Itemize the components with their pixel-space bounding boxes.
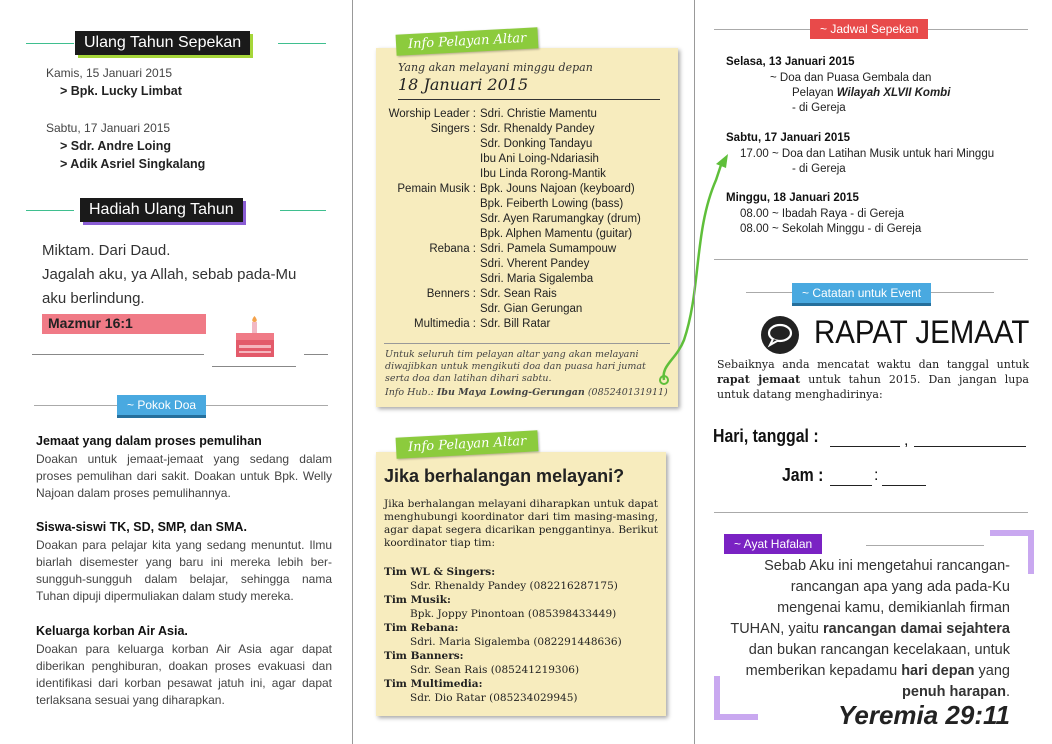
divider [278, 43, 326, 44]
schedule-item: - di Gereja [792, 163, 846, 175]
altar-contact [385, 387, 668, 398]
divider [714, 259, 1028, 260]
coordinator-person: Sdri. Maria Sigalemba (082291448636) [410, 636, 622, 648]
time-separator: : [874, 467, 879, 484]
date-blank [914, 446, 1026, 447]
event-desc-bold: rapat jemaat [717, 373, 801, 386]
memory-tag: ~ Ayat Hafalan [724, 534, 822, 554]
column-divider [694, 0, 695, 744]
birthday-name: > Bpk. Lucky Limbat [60, 84, 182, 98]
psalm-line: aku berlindung. [42, 290, 145, 307]
roster-value: Sdri. Vherent Pandey [480, 258, 590, 270]
roster-value: Ibu Ani Loing-Ndariasih [480, 153, 599, 165]
schedule-item-text: Pelayan [792, 87, 837, 99]
event-title: RAPAT JEMAAT [814, 314, 1030, 350]
schedule-item: - di Gereja [792, 102, 846, 114]
roster-label: Worship Leader : [388, 108, 476, 120]
coordinator-team: Tim Rebana: [384, 622, 459, 634]
altar-tag: Info Pelayan Altar [396, 27, 539, 55]
altar-roster [380, 108, 670, 338]
prayer-item-title: Jemaat yang dalam proses pemulihan [36, 434, 262, 448]
event-tag: ~ Catatan untuk Event [792, 283, 931, 306]
divider [26, 43, 74, 44]
contact-phone: (085240131911) [584, 387, 668, 398]
birthday-name: > Adik Asriel Singkalang [60, 157, 206, 171]
verse-line: Sebab Aku ini mengetahui rancangan- [764, 558, 1010, 574]
contact-prefix: Info Hub.: [385, 387, 437, 398]
event-desc-3: untuk datang menghadirinya: [717, 388, 883, 401]
date-label: Hari, tanggal : [713, 426, 819, 446]
prayer-tag: ~ Pokok Doa [117, 395, 206, 418]
absence-tag: Info Pelayan Altar [396, 430, 539, 458]
roster-value: Bpk. Jouns Najoan (keyboard) [480, 183, 635, 195]
divider [32, 354, 204, 355]
roster-value: Bpk. Feiberth Lowing (bass) [480, 198, 624, 210]
coordinator-team: Tim Musik: [384, 594, 451, 606]
roster-label: Rebana : [429, 243, 476, 255]
altar-date: 18 Januari 2015 [398, 75, 529, 94]
birthday-date: Sabtu, 17 Januari 2015 [46, 121, 171, 135]
verse-text: yang [974, 663, 1010, 679]
coordinator-person: Bpk. Joppy Pinontoan (085398433449) [410, 608, 617, 620]
verse-text: . [1005, 684, 1010, 700]
absence-heading: Jika berhalangan melayani? [384, 466, 625, 486]
coordinator-team: Tim Multimedia: [384, 678, 483, 690]
divider [714, 512, 1028, 513]
event-desc-1: Sebaiknya anda mencatat waktu dan tanggal untuk [717, 358, 1029, 371]
coordinator-person: Sdr. Sean Rais (085241219306) [410, 664, 580, 676]
roster-value: Sdr. Donking Tandayu [480, 138, 593, 150]
verse-bold: rancangan damai sejahtera [823, 621, 1010, 637]
schedule-date: Selasa, 13 Januari 2015 [726, 56, 855, 68]
roster-label: Pemain Musik : [397, 183, 476, 195]
cake-icon [236, 316, 276, 371]
schedule-item: 08.00 ~ Ibadah Raya - di Gereja [740, 208, 904, 220]
arrow-icon [656, 140, 736, 390]
coordinator-team: Tim WL & Singers: [384, 566, 496, 578]
schedule-item: ~ Doa dan Puasa Gembala dan [770, 72, 932, 84]
schedule-item: 08.00 ~ Sekolah Minggu - di Gereja [740, 223, 922, 235]
schedule-date: Minggu, 18 Januari 2015 [726, 192, 859, 204]
divider [384, 343, 670, 344]
schedule-date: Sabtu, 17 Januari 2015 [726, 132, 851, 144]
roster-value: Sdr. Rhenaldy Pandey [480, 123, 595, 135]
event-desc [717, 357, 1029, 402]
birthday-title: Ulang Tahun Sepekan [75, 31, 250, 55]
roster-value: Sdr. Bill Ratar [480, 318, 551, 330]
roster-value: Sdri. Pamela Sumampouw [480, 243, 617, 255]
time-label: Jam : [782, 465, 824, 485]
roster-label: Multimedia : [414, 318, 476, 330]
prayer-item-text: Doakan para pelajar kita yang sedang menuntut. Ilmu biarlah disemester yang baru ini mereka lebih ber-sungguh-sungguh dalam belajar, sehingga nama Tuhan dipuji dipermuliakan dalam study mereka. [36, 538, 332, 603]
divider [212, 366, 296, 367]
divider [866, 545, 984, 546]
time-blank [882, 485, 926, 486]
contact-name: Ibu Maya Lowing-Gerungan [436, 387, 585, 398]
coordinator-person: Sdr. Rhenaldy Pandey (082216287175) [410, 580, 618, 592]
psalm-reference: Mazmur 16:1 [42, 314, 206, 334]
roster-value: Ibu Linda Rorong-Mantik [480, 168, 606, 180]
altar-note: Untuk seluruh tim pelayan altar yang akan melayani diwajibkan untuk mengikuti doa dan puasa hari jumat serta doa dan latihan dihari sabtu. [385, 349, 646, 384]
roster-value: Sdr. Sean Rais [480, 288, 557, 300]
birthday-name: > Sdr. Andre Loing [60, 139, 172, 153]
divider [398, 99, 660, 100]
roster-value: Sdri. Christie Mamentu [480, 108, 597, 120]
verse-line [746, 661, 1010, 682]
divider [26, 210, 74, 211]
coordinator-team: Tim Banners: [384, 650, 464, 662]
roster-value: Bpk. Alphen Mamentu (guitar) [480, 228, 633, 240]
roster-value: Sdri. Maria Sigalemba [480, 273, 594, 285]
psalm-line: Miktam. Dari Daud. [42, 242, 171, 259]
event-desc-2: untuk tahun 2015. Dan jangan lupa [800, 373, 1029, 386]
schedule-item-emph: Wilayah XLVII Kombi [836, 87, 951, 99]
altar-subtitle: Yang akan melayani minggu depan [398, 61, 593, 74]
column-divider [352, 0, 353, 744]
verse-line [730, 619, 1010, 640]
gift-title: Hadiah Ulang Tahun [80, 198, 243, 222]
verse-text: memberikan kepadamu [745, 663, 902, 679]
schedule-tag: ~ Jadwal Sepekan [810, 19, 928, 39]
divider [304, 354, 328, 355]
corner-bracket [714, 676, 758, 720]
date-separator: , [904, 432, 909, 449]
prayer-item-title: Keluarga korban Air Asia. [36, 624, 188, 638]
roster-label: Benners : [426, 288, 476, 300]
speech-bubble-icon [760, 315, 800, 355]
verse-text: TUHAN, yaitu [730, 621, 824, 637]
absence-intro: Jika berhalangan melayani diharapkan untuk dapat menghubungi koordinator dari tim masing-masing, agar dapat segera dicarikan penggantinya. Berikut koordinator tiap tim: [384, 498, 658, 549]
roster-value: Sdr. Ayen Rarumangkay (drum) [480, 213, 641, 225]
birthday-date: Kamis, 15 Januari 2015 [46, 66, 173, 80]
coordinator-person: Sdr. Dio Ratar (085234029945) [410, 692, 578, 704]
schedule-item [792, 87, 950, 99]
verse-bold: hari depan [901, 663, 975, 679]
roster-label: Singers : [430, 123, 476, 135]
verse-bold: penuh harapan [902, 684, 1006, 700]
prayer-item-text: Doakan untuk jemaat-jemaat yang sedang dalam proses pemulihan dari sakit. Doakan untuk Bpk. Welly Najoan dalam proses pemulihannya. [36, 452, 332, 500]
verse-line: dan bukan rancangan kecelakaan, untuk [748, 642, 1010, 658]
roster-value: Sdr. Gian Gerungan [480, 303, 583, 315]
psalm-line: Jagalah aku, ya Allah, sebab pada-Mu [42, 266, 297, 283]
prayer-item-text: Doakan para keluarga korban Air Asia agar dapat diberikan penghiburan, doakan proses evakuasi dan identifikasi dari korban pesawat jatuh ini, agar dapat terlaksana sesuai yang diharapkan. [36, 642, 332, 707]
prayer-item-title: Siswa-siswi TK, SD, SMP, dan SMA. [36, 520, 247, 534]
divider [280, 210, 326, 211]
verse-line: mengenai kamu, demikianlah firman [777, 600, 1010, 616]
verse-line: rancangan apa yang ada pada-Ku [790, 579, 1010, 595]
schedule-item: 17.00 ~ Doa dan Latihan Musik untuk hari Minggu [740, 148, 995, 160]
time-blank [830, 485, 872, 486]
verse-reference: Yeremia 29:11 [837, 700, 1010, 730]
date-blank [830, 446, 900, 447]
